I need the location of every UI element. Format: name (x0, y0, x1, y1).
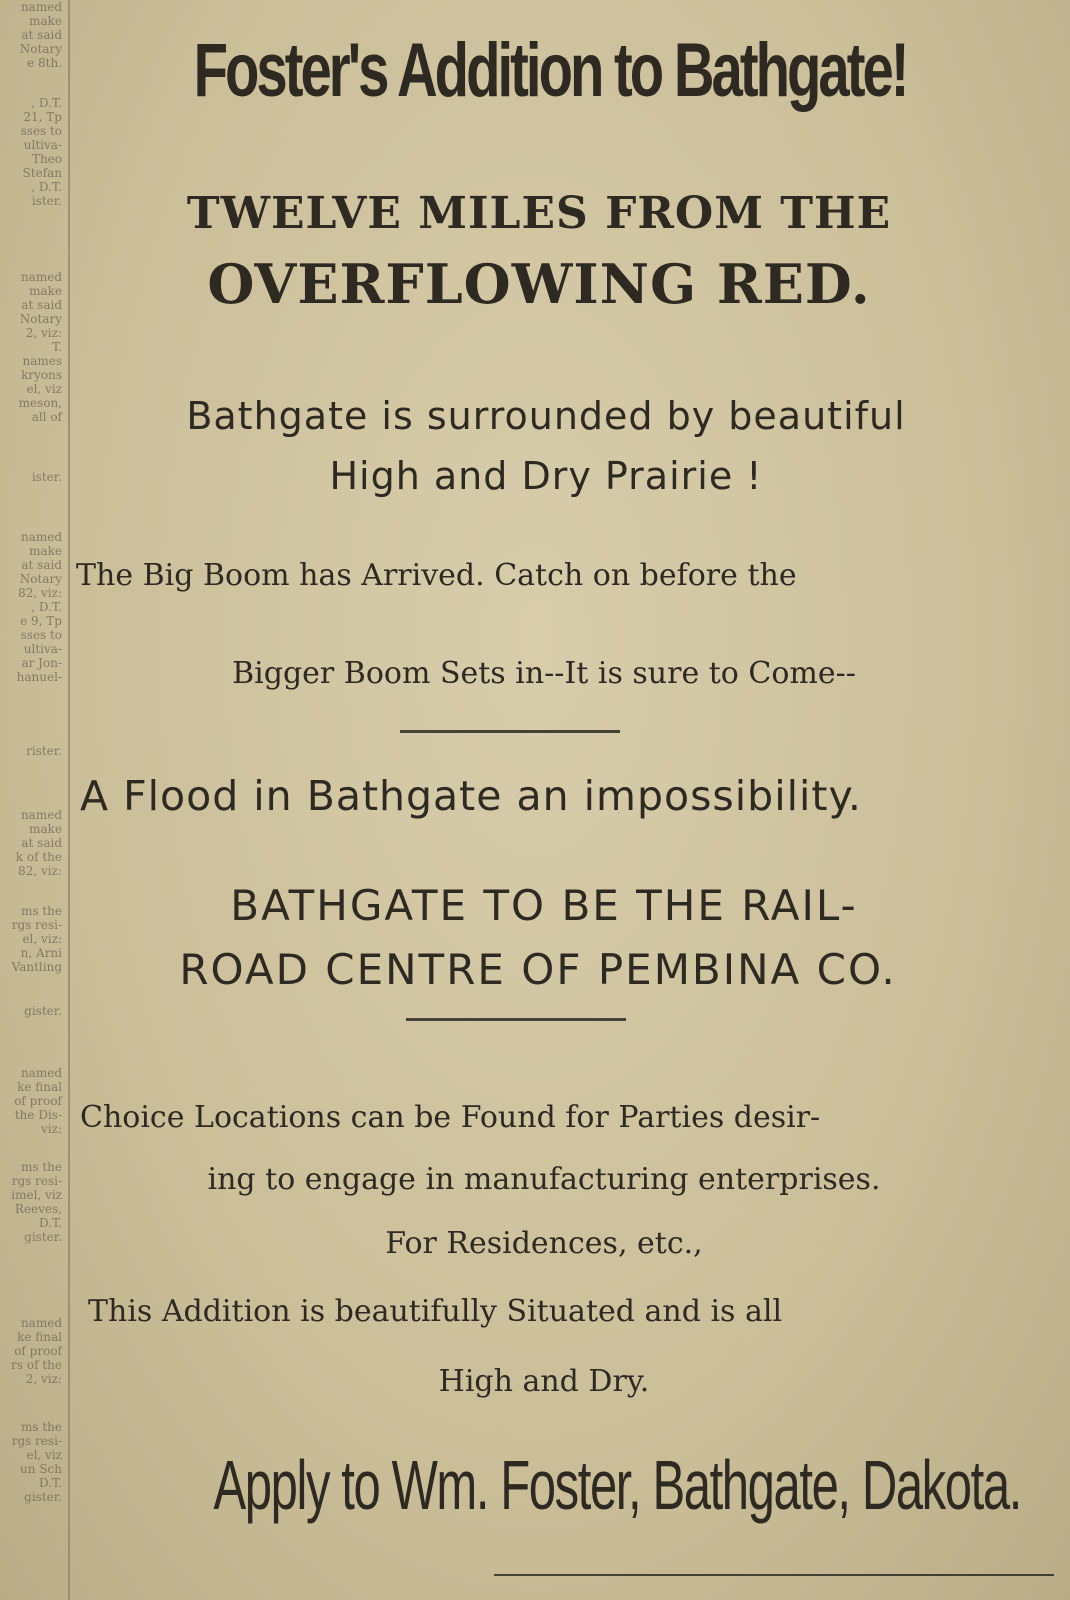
railroad-line-1: BATHGATE TO BE THE RAIL- (230, 881, 858, 930)
column-fragment: ms the rgs resi- el, viz: n, Arni Vantling (11, 904, 62, 974)
choice-line-5: High and Dry. (438, 1364, 650, 1399)
choice-line-3: For Residences, etc., (385, 1226, 703, 1261)
subhead-line-2: OVERFLOWING RED. (207, 252, 871, 316)
column-fragment: ister. (31, 470, 62, 484)
column-fragment: rister. (26, 744, 62, 758)
headline: Foster's Addition to Bathgate! (193, 28, 907, 113)
column-fragment: named make at said Notary 2, viz: T. names kryons el, viz meson, all of (18, 270, 62, 424)
column-fragment: named ke final of proof the Dis- viz: (14, 1066, 62, 1136)
subhead-line-1: TWELVE MILES FROM THE (186, 188, 892, 239)
column-fragment: named ke final of proof rs of the 2, viz: (11, 1316, 62, 1386)
choice-line-1: Choice Locations can be Found for Parties desir- (80, 1100, 821, 1135)
column-rule (68, 0, 70, 1600)
column-fragment: , D.T. 21, Tp sses to ultiva- Theo Stefan , D.T. ister. (20, 96, 62, 208)
column-fragment: named make at said Notary e 8th. (19, 0, 62, 70)
column-fragment: ms the rgs resi- el, viz un Sch D.T. gister. (11, 1420, 62, 1504)
column-fragment: named make at said k of the 82, viz: (15, 808, 62, 878)
choice-line-2: ing to engage in manufacturing enterprises. (207, 1162, 881, 1197)
choice-line-4: This Addition is beautifully Situated and is all (88, 1294, 783, 1329)
column-fragment: named make at said Notary 82, viz: , D.T. e 9, Tp sses to ultiva- ar Jon- hanuel- (16, 530, 62, 684)
apply-line: Apply to Wm. Foster, Bathgate, Dakota. (213, 1446, 1021, 1524)
advertisement (74, 0, 1064, 1600)
boom-line-1: The Big Boom has Arrived. Catch on before the (76, 558, 797, 593)
divider-rule (400, 730, 620, 733)
flood-statement: A Flood in Bathgate an impossibility. (80, 772, 862, 820)
surround-line-1: Bathgate is surrounded by beautiful (186, 394, 906, 438)
adjacent-column (0, 0, 66, 1600)
divider-rule (406, 1018, 626, 1021)
boom-line-2: Bigger Boom Sets in--It is sure to Come-- (232, 656, 856, 691)
column-fragment: gister. (24, 1004, 62, 1018)
surround-line-2: High and Dry Prairie ! (329, 454, 763, 498)
bottom-rule (494, 1574, 1054, 1576)
column-fragment: ms the rgs resi- imel, viz Reeves, D.T. gister. (11, 1160, 62, 1244)
railroad-line-2: ROAD CENTRE OF PEMBINA CO. (179, 945, 897, 994)
